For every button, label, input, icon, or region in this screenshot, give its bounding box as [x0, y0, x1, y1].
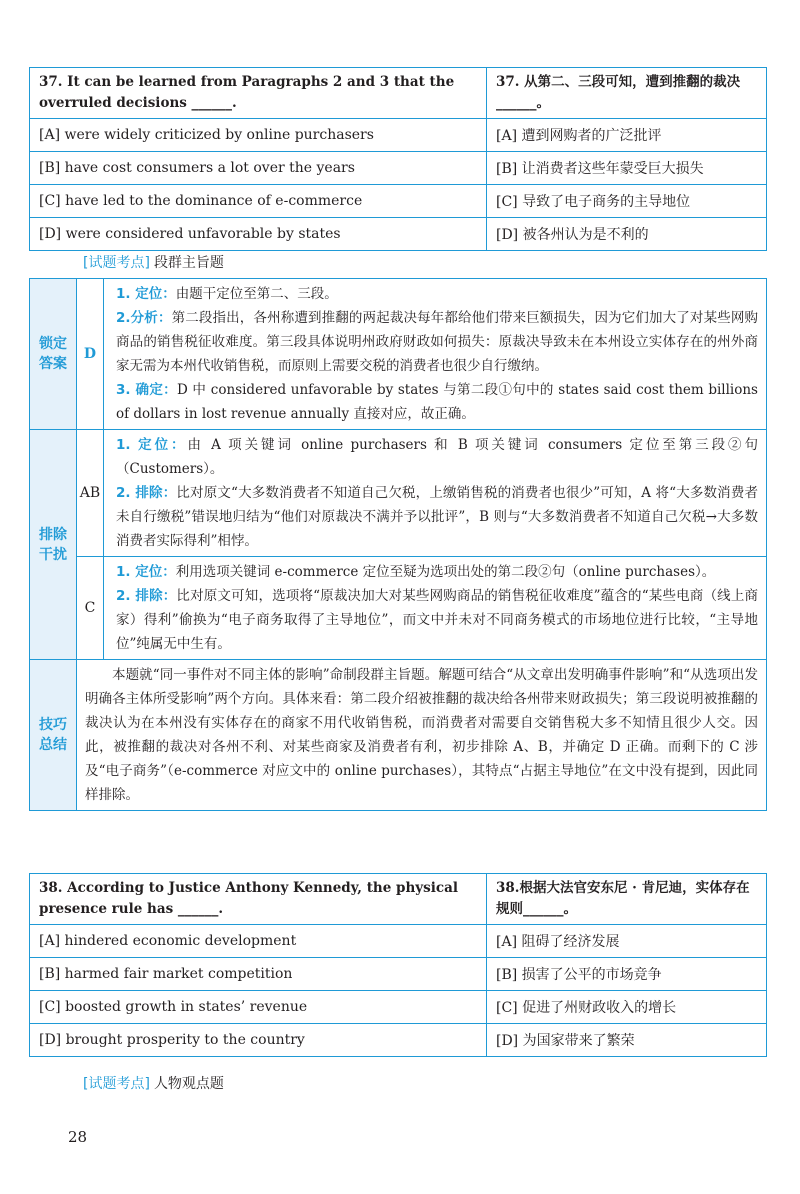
q38-option-b-en: [B] harmed fair market competition — [30, 958, 487, 991]
c-step-1-text: 利用选项关键词 e-commerce 定位至疑为选项出处的第二段②句（online purchases）。 — [175, 564, 716, 580]
q38-kaodian — [83, 1073, 224, 1093]
q37-stem-cn: 37. 从第二、三段可知，遭到推翻的裁决______。 — [487, 68, 767, 119]
q37-option-d-cn: [D] 被各州认为是不利的 — [487, 218, 767, 251]
answer-label: 锁定答案 — [30, 279, 77, 430]
q37-option-b-cn: [B] 让消费者这些年蒙受巨大损失 — [487, 152, 767, 185]
q37-kaodian — [83, 252, 224, 272]
q38-option-d-cn: [D] 为国家带来了繁荣 — [487, 1024, 767, 1057]
q38-kaodian-text: 人物观点题 — [153, 1076, 224, 1092]
q38-kaodian-tag: [试题考点] — [83, 1076, 150, 1092]
ab-step-1 — [116, 433, 758, 481]
q37-option-c-en: [C] have led to the dominance of e-commerce — [30, 185, 487, 218]
distract-c-body — [104, 557, 767, 660]
distract-c-letter: C — [77, 557, 104, 660]
answer-step-3-text: D 中 considered unfavorable by states 与第二段①句中的 states said cost them billions of dollars in lost revenue annually 直接对应，故正确。 — [116, 382, 758, 422]
page-number: 28 — [68, 1128, 88, 1146]
q37-option-a-en: [A] were widely criticized by online purchasers — [30, 119, 487, 152]
q38-stem-en: 38. According to Justice Anthony Kennedy, the physical presence rule has ______. — [30, 874, 487, 925]
answer-step-1 — [116, 282, 758, 306]
q38-stem-cn: 38.根据大法官安东尼 · 肯尼迪，实体存在规则______。 — [487, 874, 767, 925]
c-step-2-text: 比对原文可知，选项将“原裁决加大对某些网购商品的销售税征收难度”蕴含的“某些电商（线上商家）得利”偷换为“电子商务取得了主导地位”，而文中并未对不同商务模式的市场地位进行比较，“主导地位”纯属无中生有。 — [116, 588, 758, 652]
c-step-2 — [116, 584, 758, 656]
question-37-table — [29, 67, 767, 251]
question-38-table — [29, 873, 767, 1057]
ab-step-2-head: 2. 排除： — [116, 485, 177, 501]
answer-step-1-head: 1. 定位： — [116, 286, 176, 302]
ab-step-2-text: 比对原文“大多数消费者不知道自己欠税，上缴销售税的消费者也很少”可知，A 将“大多数消费者未自行缴税”错误地归结为“他们对原裁决不满并予以批评”，B 则与“大多数消费者不知道自己欠税→大多数消费者实际得利”相悖。 — [116, 485, 758, 549]
q38-option-b-cn: [B] 损害了公平的市场竞争 — [487, 958, 767, 991]
answer-step-3 — [116, 378, 758, 426]
answer-step-3-head: 3. 确定： — [116, 382, 177, 398]
answer-step-2 — [116, 306, 758, 378]
q37-option-a-cn: [A] 遭到网购者的广泛批评 — [487, 119, 767, 152]
answer-body — [104, 279, 767, 430]
c-step-2-head: 2. 排除： — [116, 588, 177, 604]
summary-text: 本题就“同一事件对不同主体的影响”命制段群主旨题。解题可结合“从文章出发明确事件影响”和“从选项出发明确各主体所受影响”两个方向。具体来看：第二段介绍被推翻的裁决给各州带来财政损失；第三段说明被推翻的裁决认为在本州没有实体存在的商家不用代收销售税，而消费者对需要自交销售税大多不知情且很少人交。因此，被推翻的裁决对各州不利、对某些商家及消费者有利，初步排除 A、B，并确定 D 正确。而剩下的 C 涉及“电子商务”（e-commerce 对应文中的 online purchases），其特点“占据主导地位”在文中没有提到，因此同样排除。 — [77, 660, 767, 811]
q38-option-c-cn: [C] 促进了州财政收入的增长 — [487, 991, 767, 1024]
q38-option-a-en: [A] hindered economic development — [30, 925, 487, 958]
q37-kaodian-text: 段群主旨题 — [153, 255, 224, 271]
analysis-table — [29, 278, 767, 811]
q37-option-b-en: [B] have cost consumers a lot over the years — [30, 152, 487, 185]
answer-step-1-text: 由题干定位至第二、三段。 — [175, 286, 338, 302]
q37-option-c-cn: [C] 导致了电子商务的主导地位 — [487, 185, 767, 218]
ab-step-2 — [116, 481, 758, 553]
ab-step-1-head: 1. 定位： — [116, 437, 188, 453]
c-step-1-head: 1. 定位： — [116, 564, 176, 580]
summary-label: 技巧总结 — [30, 660, 77, 811]
q38-option-a-cn: [A] 阻碍了经济发展 — [487, 925, 767, 958]
distract-label: 排除干扰 — [30, 430, 77, 660]
answer-letter: D — [77, 279, 104, 430]
c-step-1 — [116, 560, 758, 584]
distract-ab-letter: AB — [77, 430, 104, 557]
q37-stem-en: 37. It can be learned from Paragraphs 2 and 3 that the overruled decisions ______. — [30, 68, 487, 119]
q37-option-d-en: [D] were considered unfavorable by states — [30, 218, 487, 251]
q38-option-d-en: [D] brought prosperity to the country — [30, 1024, 487, 1057]
q37-kaodian-tag: [试题考点] — [83, 255, 150, 271]
q38-option-c-en: [C] boosted growth in states’ revenue — [30, 991, 487, 1024]
answer-step-2-text: 第二段指出，各州称遭到推翻的两起裁决每年都给他们带来巨额损失，因为它们加大了对某些网购商品的销售税征收难度。第三段具体说明州政府财政如何损失：原裁决导致未在本州设立实体存在的州外商家无需为本州代收销售税，而原则上需要交税的消费者也很少自行缴纳。 — [116, 310, 758, 374]
distract-ab-body — [104, 430, 767, 557]
ab-step-1-text: 由 A 项关键词 online purchasers 和 B 项关键词 consumers 定位至第三段②句（Customers）。 — [116, 437, 758, 477]
answer-step-2-head: 2.分析： — [116, 310, 172, 326]
